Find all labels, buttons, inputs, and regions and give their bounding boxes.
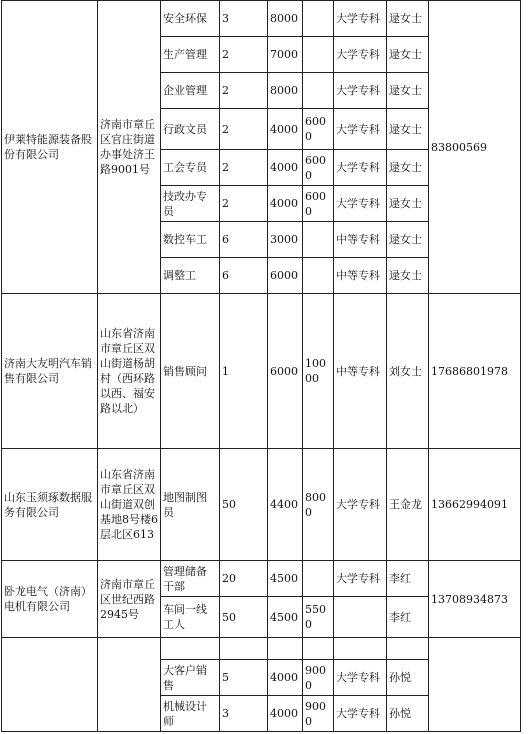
job-count: 50 [220,597,268,638]
job-count: 2 [220,73,268,109]
job-count: 2 [220,37,268,73]
salary-max [303,1,334,37]
job-position: 数控车工 [161,222,220,258]
job-position: 车间一线工人 [161,597,220,638]
contact-person: 李红 [387,597,429,638]
salary-max [303,73,334,109]
education: 中等专科 [334,294,387,449]
salary-min: 4500 [268,597,303,638]
contact-phone: 17686801978 [429,294,521,449]
job-position: 调整工 [161,258,220,294]
job-count: 6 [220,222,268,258]
job-count: 50 [220,449,268,561]
education: 大学专科 [334,561,387,597]
recruitment-table [1,0,521,732]
job-position: 工会专员 [161,150,220,186]
company-name: 济南大友明汽车销售有限公司 [2,294,98,449]
salary-max: 9000 [303,660,334,696]
contact-person: 逯女士 [387,186,429,222]
salary-max: 6000 [303,109,334,150]
job-count: 3 [220,696,268,732]
company-name: 伊莱特能源装备股份有限公司 [2,1,98,294]
company-name [2,638,98,732]
salary-min: 8000 [268,1,303,37]
contact-phone: 13708934873 [429,561,521,638]
salary-max: 8000 [303,449,334,561]
company-address: 济南市章丘区世纪西路2945号 [98,561,161,638]
education: 大学专科 [334,109,387,150]
job-position: 大客户销售 [161,660,220,696]
job-count: 2 [220,186,268,222]
company-address: 济南市章丘区官庄街道办事处济王路9001号 [98,1,161,294]
salary-min: 4000 [268,109,303,150]
salary-min: 7000 [268,37,303,73]
contact-phone: 83800569 [429,1,521,294]
salary-max [303,258,334,294]
salary-min: 8000 [268,73,303,109]
job-position: 销售顾问 [161,294,220,449]
education: 大学专科 [334,186,387,222]
salary-max [303,561,334,597]
salary-max [303,638,334,660]
contact-person: 王金龙 [387,449,429,561]
salary-max: 9000 [303,696,334,732]
salary-max: 6000 [303,150,334,186]
job-count [220,638,268,660]
company-address: 山东省济南市章丘区双山街道双创基地8号楼6层北区613 [98,449,161,561]
company-address [98,638,161,732]
education: 中等专科 [334,222,387,258]
education: 大学专科 [334,150,387,186]
salary-min: 6000 [268,294,303,449]
job-position: 企业管理 [161,73,220,109]
job-position: 技改办专员 [161,186,220,222]
education: 大学专科 [334,696,387,732]
contact-person: 李红 [387,561,429,597]
education [334,638,387,660]
job-position: 地图制图员 [161,449,220,561]
salary-max: 6000 [303,186,334,222]
education: 大学专科 [334,449,387,561]
company-name: 卧龙电气（济南）电机有限公司 [2,561,98,638]
salary-max: 5500 [303,597,334,638]
company-name: 山东玉须琢数据服务有限公司 [2,449,98,561]
salary-min: 3000 [268,222,303,258]
education: 大学专科 [334,37,387,73]
salary-min: 4000 [268,696,303,732]
job-count: 20 [220,561,268,597]
contact-phone [429,638,521,732]
salary-min [268,638,303,660]
salary-min: 4000 [268,150,303,186]
contact-person: 孙悦 [387,660,429,696]
education: 大学专科 [334,73,387,109]
company-address: 山东省济南市章丘区双山街道杨胡村（西环路以西、福安路以北） [98,294,161,449]
salary-min: 4500 [268,561,303,597]
job-count: 3 [220,1,268,37]
job-count: 6 [220,258,268,294]
salary-min: 6000 [268,258,303,294]
job-position [161,638,220,660]
contact-person: 逯女士 [387,73,429,109]
job-count: 2 [220,109,268,150]
job-count: 1 [220,294,268,449]
job-position: 行政文员 [161,109,220,150]
education: 大学专科 [334,1,387,37]
contact-person: 逯女士 [387,258,429,294]
education: 中等专科 [334,258,387,294]
contact-person: 逯女士 [387,222,429,258]
contact-person: 逯女士 [387,109,429,150]
job-position: 生产管理 [161,37,220,73]
contact-person: 刘女士 [387,294,429,449]
job-count: 2 [220,150,268,186]
salary-max [303,222,334,258]
salary-min: 4000 [268,186,303,222]
job-count: 5 [220,660,268,696]
contact-person: 逯女士 [387,37,429,73]
contact-person [387,638,429,660]
salary-min: 4400 [268,449,303,561]
contact-person: 逯女士 [387,150,429,186]
job-position: 机械设计师 [161,696,220,732]
contact-person: 逯女士 [387,1,429,37]
education: 大学专科 [334,660,387,696]
contact-person: 孙悦 [387,696,429,732]
salary-min: 4000 [268,660,303,696]
education [334,597,387,638]
job-position: 安全环保 [161,1,220,37]
salary-max: 10000 [303,294,334,449]
salary-max [303,37,334,73]
contact-phone: 13662994091 [429,449,521,561]
job-position: 管理储备干部 [161,561,220,597]
